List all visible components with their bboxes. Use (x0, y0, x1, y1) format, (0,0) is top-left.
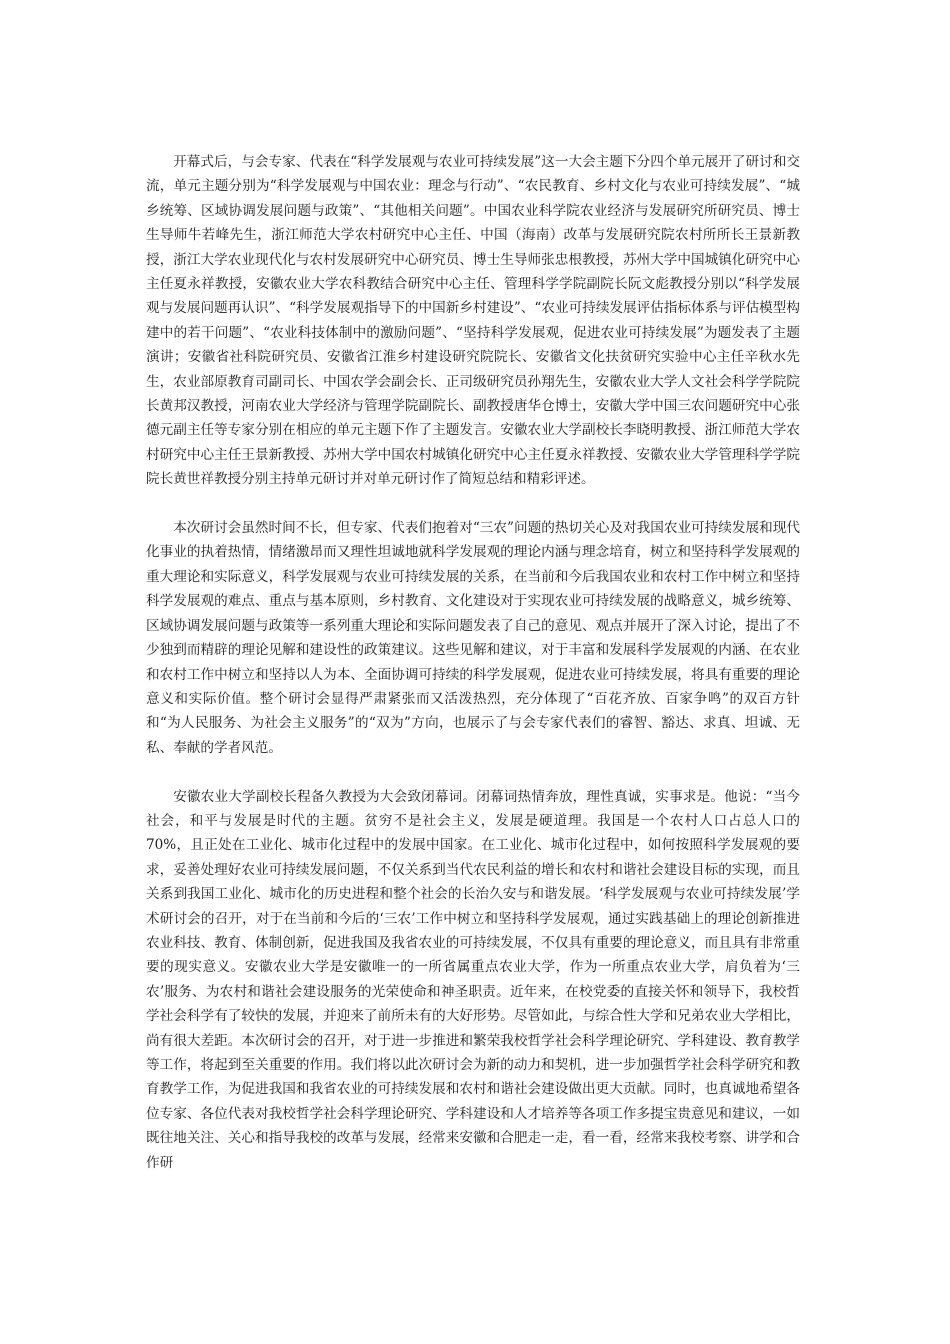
paragraph-opening-sessions: 开幕式后，与会专家、代表在“科学发展观与农业可持续发展”这一大会主题下分四个单元展开了研讨和交流，单元主题分别为“科学发展观与中国农业：理念与行动”、“农民教育、乡村文化与农业可持续发展”、“城乡统筹、区域协调发展问题与政策”、“其他相关问题”。中国农业科学院农业经济与发展研究所研究员、博士生导师牛若峰先生，浙江师范大学农村研究中心主任、中国（海南）改革与发展研究院农村所所长王景新教授，浙江大学农业现代化与农村发展研究中心研究员、博士生导师张忠根教授，苏州大学中国城镇化研究中心主任夏永祥教授，安徽农业大学农科教结合研究中心主任、管理科学学院副院长阮文彪教授分别以“科学发展观与发展问题再认识”、“科学发展观指导下的中国新乡村建设”、“农业可持续发展评估指标体系与评估模型构建中的若干问题”、“农业科技体制中的激励问题”、“坚持科学发展观，促进农业可持续发展”为题发表了主题演讲；安徽省社科院研究员、安徽省江淮乡村建设研究院院长、安徽省文化扶贫研究实验中心主任辛秋水先生，农业部原教育司副司长、中国农学会副会长、正司级研究员孙翔先生，安徽农业大学人文社会科学学院院长黄邦汉教授，河南农业大学经济与管理学院副院长、副教授唐华仓博士，安徽大学中国三农问题研究中心张德元副主任等专家分别在相应的单元主题下作了主题发言。安徽农业大学副校长李晓明教授、浙江师范大学农村研究中心主任王景新教授、苏州大学中国农村城镇化研究中心主任夏永祥教授、安徽农业大学管理科学学院院长黄世祥教授分别主持单元研讨并对单元研讨作了简短总结和精彩评述。 (146, 154, 800, 488)
paragraph-closing-speech: 安徽农业大学副校长程备久教授为大会致闭幕词。闭幕词热情奔放，理性真诚，实事求是。他说：“当今社会，和平与发展是时代的主题。贫穷不是社会主义，发展是硬道理。我国是一个农村人口占总人口的70%，且正处在工业化、城市化过程中的发展中国家。在工业化、城市化过程中，如何按照科学发展观的要求，妥善处理好农业可持续发展问题，不仅关系到当代农民利益的增长和农村和谐社会建设目标的实现，而且关系到我国工业化、城市化的历史进程和整个社会的长治久安与和谐发展。‘科学发展观与农业可持续发展’学术研讨会的召开，对于在当前和今后的‘三农’工作中树立和坚持科学发展观，通过实践基础上的理论创新推进农业科技、教育、体制创新，促进我国及我省农业的可持续发展，不仅具有重要的理论意义，而且具有非常重要的现实意义。安徽农业大学是安徽唯一的一所省属重点农业大学，作为一所重点农业大学，肩负着为‘三农’服务、为农村和谐社会建设服务的光荣使命和神圣职责。近年来，在校党委的直接关怀和领导下，我校哲学社会科学有了较快的发展，并迎来了前所未有的大好形势。尽管如此，与综合性大学和兄弟农业大学相比，尚有很大差距。本次研讨会的召开，对于进一步推进和繁荣我校哲学社会科学理论研究、学科建设、教育教学等工作，将起到至关重要的作用。我们将以此次研讨会为新的动力和契机，进一步加强哲学社会科学研究和教育教学工作，为促进我国和我省农业的可持续发展和农村和谐社会建设做出更大贡献。同时，也真诚地希望各位专家、各位代表对我校哲学社会科学理论研究、学科建设和人才培养等各项工作多提宝贵意见和建议，一如既往地关注、关心和指导我校的改革与发展，经常来安徽和合肥走一走，看一看，经常来我校考察、讲学和合作研 (146, 788, 800, 1171)
document-body (146, 150, 800, 1175)
paragraph-discussion-summary: 本次研讨会虽然时间不长，但专家、代表们抱着对“三农”问题的热切关心及对我国农业可持续发展和现代化事业的执着热情，情绪激昂而又理性坦诚地就科学发展观的理论内涵与理念培育，树立和坚持科学发展观的重大理论和实际意义，科学发展观与农业可持续发展的关系，在当前和今后我国农业和农村工作中树立和坚持科学发展观的难点、重点与基本原则，乡村教育、文化建设对于实现农业可持续发展的战略意义，城乡统筹、区域协调发展问题与政策等一系列重大理论和实际问题发表了自己的意见、观点并展开了深入讨论，提出了不少独到而精辟的理论见解和建设性的政策建议。这些见解和建议，对于丰富和发展科学发展观的内涵、在农业和农村工作中树立和坚持以人为本、全面协调可持续的科学发展观，促进农业可持续发展，将具有重要的理论意义和实际价值。整个研讨会显得严肃紧张而又活泼热烈，充分体现了“百花齐放、百家争鸣”的双百方针和“为人民服务、为社会主义服务”的“双为”方向，也展示了与会专家代表们的睿智、豁达、求真、坦诚、无私、奉献的学者风范。 (146, 520, 800, 756)
